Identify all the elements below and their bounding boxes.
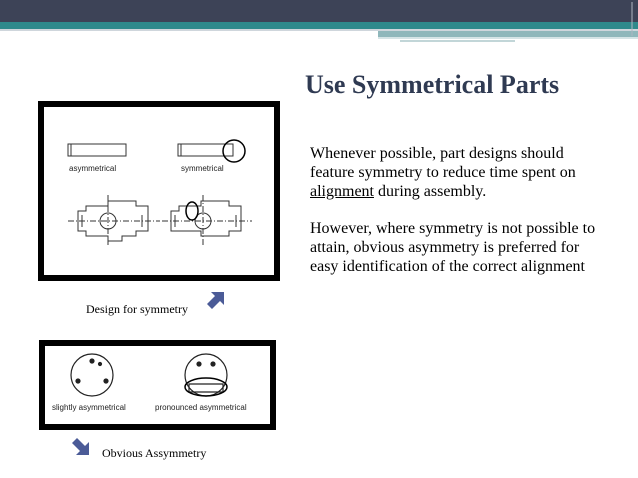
- paragraph-asymmetry: However, where symmetry is not possible to attain, obvious asymmetry is preferred for easy identification of the correct alignment: [310, 220, 596, 275]
- symmetry-figure: [38, 101, 280, 281]
- arrow-down-right-icon: [70, 436, 92, 458]
- slide-title: Use Symmetrical Parts: [305, 70, 560, 99]
- asymmetry-figure: [39, 340, 276, 430]
- header-band: [0, 0, 638, 44]
- figure-frame: [41, 104, 277, 278]
- paragraph1-part-b: during assembly.: [373, 183, 487, 200]
- alignment-link[interactable]: alignment: [310, 183, 374, 200]
- paragraph1-part-a: Whenever possible, part designs should feature symmetry to reduce time spent on: [310, 145, 576, 181]
- label-asymmetrical: asymmetrical: [69, 164, 117, 173]
- paragraph-symmetry: [310, 144, 610, 201]
- label-symmetrical: symmetrical: [181, 164, 224, 173]
- arrow-up-right-icon: [205, 289, 227, 311]
- body-text: [310, 144, 610, 294]
- label-pronounced-asymmetrical: pronounced asymmetrical: [155, 403, 247, 412]
- caption-design-for-symmetry: Design for symmetry: [86, 302, 188, 316]
- figure-frame-2: [42, 343, 273, 427]
- caption-obvious-asymmetry: Obvious Assymmetry: [102, 446, 207, 460]
- label-slightly-asymmetrical: slightly asymmetrical: [52, 403, 126, 412]
